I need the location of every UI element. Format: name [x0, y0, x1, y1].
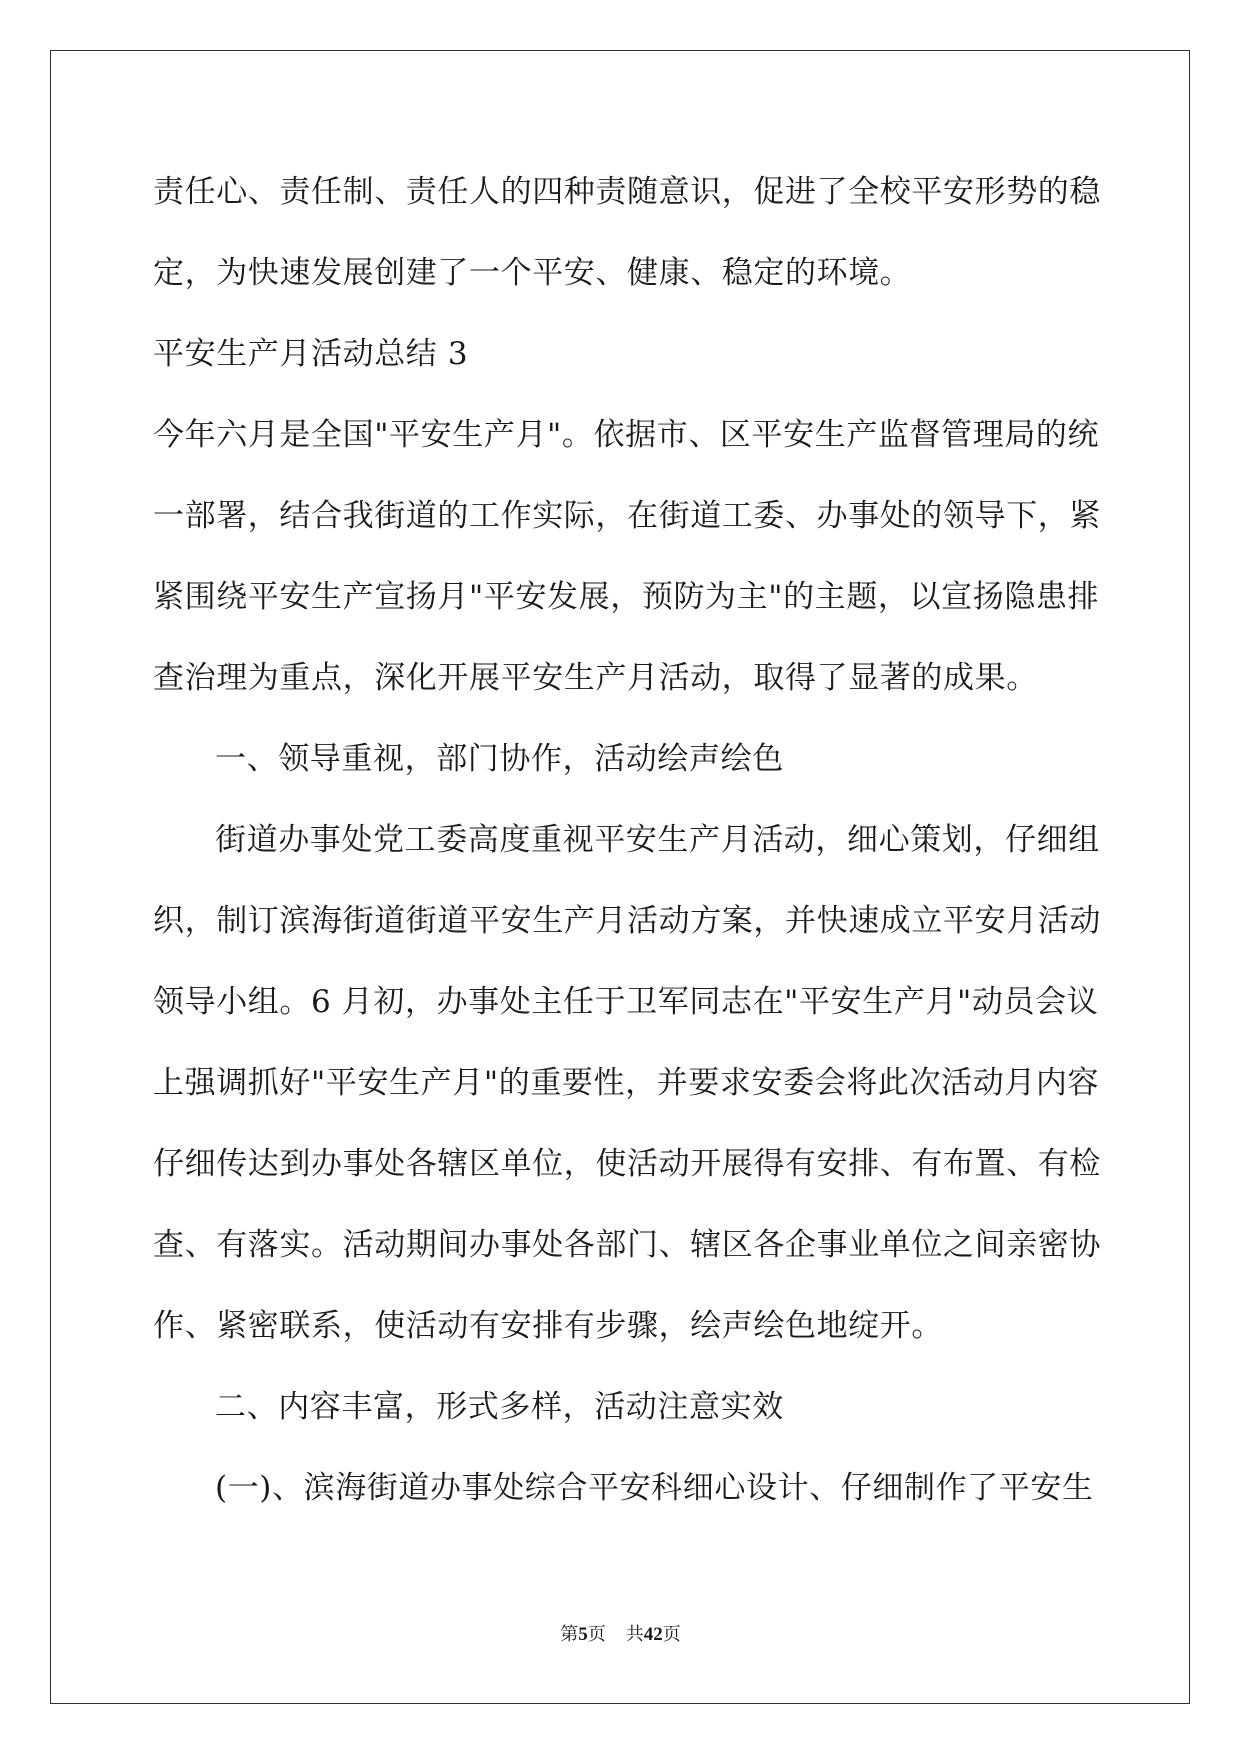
body-text-line: 定，为快速发展创建了一个平安、健康、稳定的环境。 — [153, 255, 912, 291]
total-pages: 42 — [643, 1624, 663, 1645]
body-text-line: 责任心、责任制、责任人的四种责随意识，促进了全校平安形势的稳 — [153, 174, 1101, 210]
section-heading: 平安生产月活动总结 3 — [153, 336, 469, 372]
subheading: 二、内容丰富，形式多样，活动注意实效 — [215, 1389, 784, 1425]
body-text-line: (一)、滨海街道办事处综合平安科细心设计、仔细制作了平安生 — [215, 1470, 1094, 1506]
document-body — [153, 162, 1101, 1539]
body-text-line: 查治理为重点，深化开展平安生产月活动，取得了显著的成果。 — [153, 660, 1038, 696]
body-text-line: 仔细传达到办事处各辖区单位，使活动开展得有安排、有布置、有检 — [153, 1146, 1101, 1182]
page-footer — [0, 1620, 1241, 1646]
total-prefix: 共 — [625, 1624, 644, 1645]
body-text-line: 上强调抓好"平安生产月"的重要性，并要求安委会将此次活动月内容 — [153, 1065, 1100, 1101]
page-prefix: 第 — [560, 1624, 579, 1645]
page-suffix: 页 — [587, 1624, 606, 1645]
page-number: 5 — [578, 1624, 588, 1645]
body-text-line: 领导小组。6 月初，办事处主任于卫军同志在"平安生产月"动员会议 — [153, 984, 1099, 1020]
body-text-line: 查、有落实。活动期间办事处各部门、辖区各企事业单位之间亲密协 — [153, 1227, 1101, 1263]
body-text-line: 街道办事处党工委高度重视平安生产月活动，细心策划，仔细组 — [215, 822, 1100, 858]
subheading: 一、领导重视，部门协作，活动绘声绘色 — [215, 741, 784, 777]
body-text-line: 织，制订滨海街道街道平安生产月活动方案，并快速成立平安月活动 — [153, 903, 1101, 939]
body-text-line: 紧围绕平安生产宣扬月"平安发展，预防为主"的主题，以宣扬隐患排 — [153, 579, 1100, 615]
body-text-line: 作、紧密联系，使活动有安排有步骤，绘声绘色地绽开。 — [153, 1308, 943, 1344]
total-suffix: 页 — [662, 1624, 681, 1645]
body-text-line: 今年六月是全国"平安生产月"。依据市、区平安生产监督管理局的统 — [153, 417, 1100, 453]
body-text-line: 一部署，结合我街道的工作实际，在街道工委、办事处的领导下，紧 — [153, 498, 1101, 534]
